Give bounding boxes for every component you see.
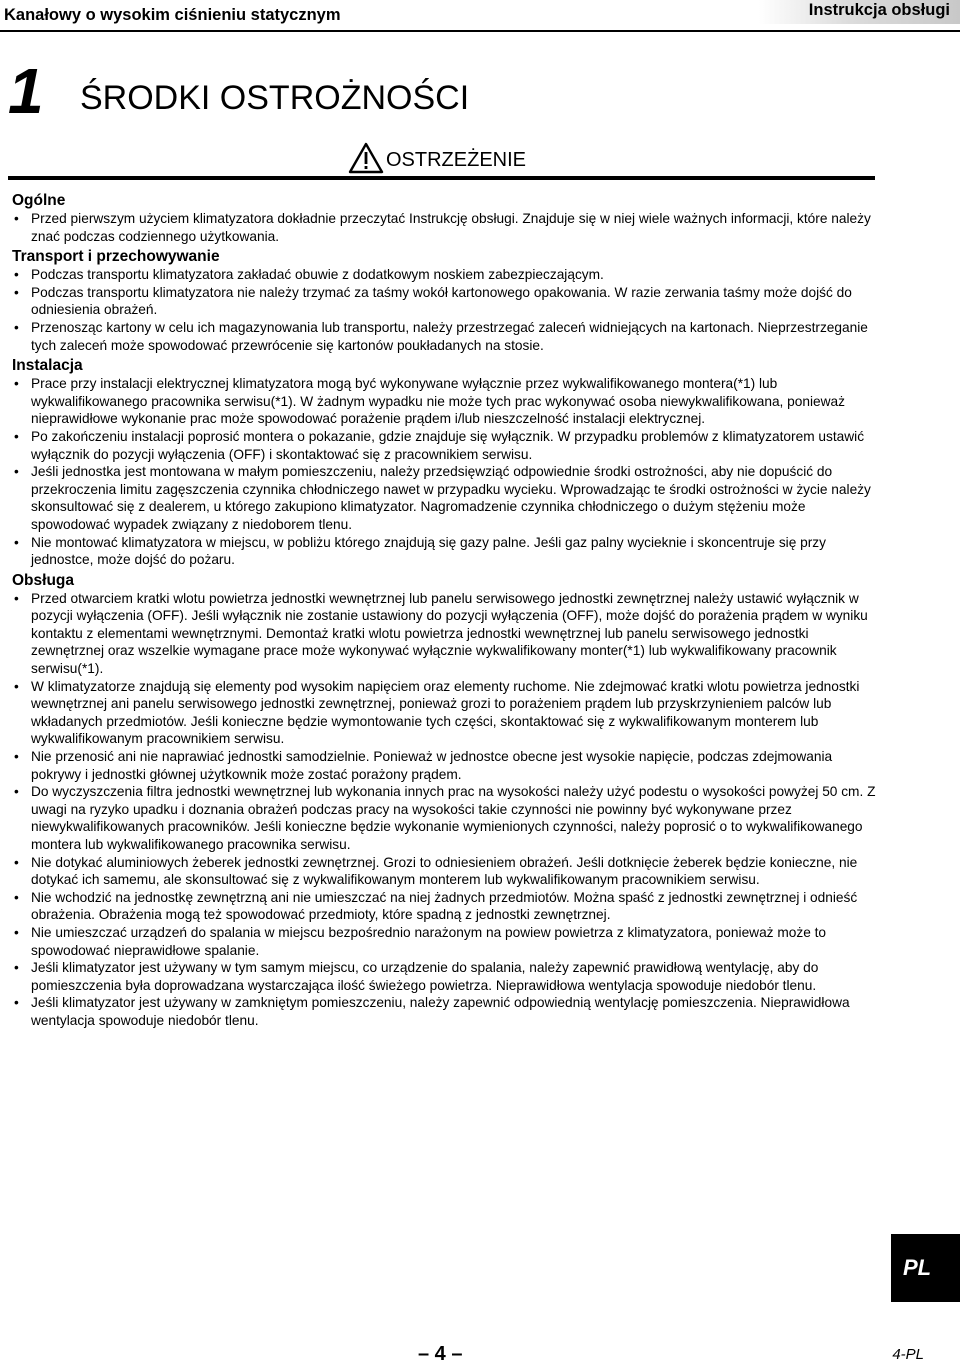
bullet-icon: • [14,678,19,694]
bullet-icon: • [14,376,19,392]
list-item [12,375,878,428]
section-title: Instalacja [12,357,83,375]
warning-heading [348,143,526,177]
list-item [12,994,878,1029]
list-item [12,783,878,853]
list-item-text: Przenosząc kartony w celu ich magazynowania lub transportu, należy przestrzegać zaleceń widniejących na kartonach. Nieprzestrzeganie tych zaleceń może spowodować przewrócenie się kartonów poukładanych na stosie. [31,319,868,353]
list-item [12,889,878,924]
manual-type-label: Instrukcja obsługi [759,0,960,24]
bullet-icon: • [14,428,19,444]
bullet-icon: • [14,995,19,1011]
manual-product-title: Kanałowy o wysokim ciśnieniu statycznym [4,6,341,24]
list-item [12,959,878,994]
chapter-number: 1 [8,55,42,127]
list-item-text: Podczas transportu klimatyzatora nie należy trzymać za taśmy wokół kartonowego opakowania. W razie zerwania taśmy może dojść do odniesienia obrażeń. [31,284,852,318]
header-divider [0,30,960,32]
warning-divider [8,176,875,180]
list-item [12,678,878,748]
list-item-text: Nie montować klimatyzatora w miejscu, w pobliżu którego znajdują się gazy palne. Jeśli gaz palny wycieknie i skoncentruje się przy jednostce, może dojść do pożaru. [31,534,826,568]
list-item-text: Jeśli klimatyzator jest używany w tym samym miejscu, co urządzenie do spalania, należy zapewnić prawidłową wentylację, aby do pomieszczenia była doprowadzana wystarczająca ilość świeżego powietrza. Nieprawidłowa wentylacja spowoduje niedobór tlenu. [31,960,819,993]
section-title: Ogólne [12,192,66,209]
bullet-icon: • [14,534,19,550]
list-item-text: Nie umieszczać urządzeń do spalania w miejscu bezpośrednio narażonym na powiew powietrza z klimatyzatora, ponieważ może to spowodować nieprawidłowe spalanie. [31,924,827,958]
bullet-icon: • [14,464,19,480]
bullet-icon: • [14,784,19,800]
bullet-icon: • [14,211,19,226]
bullet-icon: • [14,267,19,283]
list-item [12,534,878,569]
list-item-text: Jeśli klimatyzator jest używany w zamkniętym pomieszczeniu, należy zapewnić odpowiednią wentylację pomieszczenia. Nieprawidłowa wentylacja spowoduje niedobór tlenu. [31,995,850,1028]
list-item [12,428,878,463]
page-number: – 4 – [418,1343,463,1363]
bullet-icon: • [14,889,19,905]
bullet-list [12,590,878,1030]
bullet-icon: • [14,284,19,300]
list-item-text: Jeśli jednostka jest montowana w małym pomieszczeniu, należy przedsięwziąć odpowiednie środki ostrożności, aby nie dopuścić do przekroczenia limitu zagęszczenia czynnika chłodniczego nawet w przypadku wycieku. Wprowadzając te środki ostrożności w życie należy skonsultować się z dealerem, u którego zakupiono klimatyzator. Nagromadzenie czynnika chłodniczego o dużym stężeniu może spowodować wypadek związany z niedoborem tlenu. [31,464,871,532]
bullet-list [12,266,878,354]
list-item [12,854,878,889]
warning-triangle-icon [348,142,384,179]
bullet-icon: • [14,319,19,335]
language-tab: PL [891,1234,960,1302]
section-title: Transport i przechowywanie [12,248,220,266]
list-item-text: Po zakończeniu instalacji poprosić montera o pokazanie, gdzie znajduje się wyłącznik. W przypadku problemów z klimatyzatorem ustawić wyłącznik do pozycji wyłączenia (OFF) i skontaktować się z pracownikiem serwisu. [31,428,865,462]
precautions-content [12,189,878,1030]
list-item [12,319,878,354]
section-title: Obsługa [12,571,75,589]
list-item-text: Podczas transportu klimatyzatora zakładać obuwie z dodatkowym noskiem zabezpieczającym. [31,267,604,283]
list-item [12,210,878,245]
bullet-list [12,210,878,245]
list-item [12,590,878,678]
list-item [12,463,878,533]
list-item-text: W klimatyzatorze znajdują się elementy pod wysokim napięciem oraz elementy ruchome. Nie zdejmować kratki wlotu powietrza jednostki wewnętrznej ani panelu serwisowego jednostki zewnętrznej, ponieważ grozi to porażeniem prądem lub przyskrzynieniem palców lub wkładanych przedmiotów. Jeśli konieczne będzie wymontowanie tych części, skontaktować się z wykwalifikowanym monterem lub wykwalifikowanym pracownikiem serwisu. [31,678,860,747]
list-item-text: Nie wchodzić na jednostkę zewnętrzną ani nie umieszczać na niej żadnych przedmiotów. Można spaść z jednostki zewnętrznej i odnieść obrażenia. Obrażenia mogą też spowodować przedmioty, które spadną z jednostki zewnętrznej. [31,889,858,923]
chapter-title: ŚRODKI OSTROŻNOŚCI [80,79,470,117]
bullet-icon: • [14,854,19,870]
bullet-icon: • [14,590,19,606]
list-item [12,748,878,783]
list-item [12,266,878,284]
list-item-text: Przed otwarciem kratki wlotu powietrza jednostki wewnętrznej lub panelu serwisowego jednostki zewnętrznej należy ustawić wyłącznik w pozycji wyłączenia (OFF). Jeśli wyłącznik nie zostanie ustawiony do pozycji wyłączenia (OFF), może dojść do porażenia prądem w wyniku kontaktu z elementami wewnętrznymi. Demontaż kratki wlotu powietrza jednostki wewnętrznej lub panelu serwisowego jednostki zewnętrznej oraz wszelkie wymagane prace może wykonywać wyłącznie wykwalifikowany monter(*1) lub wykwalifikowany pracownik serwisu(*1). [31,590,868,677]
bullet-icon: • [14,924,19,940]
list-item [12,924,878,959]
list-item [12,284,878,319]
bullet-list [12,375,878,569]
warning-label: OSTRZEŻENIE [386,148,527,171]
list-item-text: Nie przenosić ani nie naprawiać jednostki samodzielnie. Ponieważ w jednostce obecne jest wysokie napięcie, podczas zdejmowania pokrywy i jednostki głównej użytkownik może zostać porażony prądem. [31,749,833,782]
bullet-icon: • [14,960,19,976]
list-item-text: Nie dotykać aluminiowych żeberek jednostki zewnętrznej. Grozi to odniesieniem obrażeń. Jeśli dotknięcie żeberek będzie konieczne, nie dotykać ich samemu, ale skonsultować się z wykwalifikowanym monterem lub wykwalifikowanym pracownikiem serwisu. [31,854,858,888]
list-item-text: Do wyczyszczenia filtra jednostki wewnętrznej lub wykonania innych prac na wysokości należy użyć podestu o wysokości powyżej 50 cm. Z uwagi na ryzyko upadku i doznania obrażeń podczas pracy na wysokości takie czynności nie powinny być wykonywane przez niewykwalifikowanych pracowników. Jeśli konieczne będzie wykonanie wymienionych czynności, należy poprosić o to wykwalifikowanego montera lub wykwalifikowanego pracownika serwisu. [31,784,876,852]
list-item-text: Przed pierwszym użyciem klimatyzatora dokładnie przeczytać Instrukcję obsługi. Znajduje się w niej wiele ważnych informacji, które należy znać podczas codziennego użytkowania. [31,211,871,244]
page-code: 4-PL [892,1346,924,1363]
page-header [0,0,960,34]
bullet-icon: • [14,749,19,765]
list-item-text: Prace przy instalacji elektrycznej klimatyzatora mogą być wykonywane wyłącznie przez wykwalifikowanego montera(*1) lub wykwalifikowanego pracownika serwisu(*1). W żadnym wypadku nie może tych prac wykonywać osoba niewykwalifikowana, ponieważ nieprawidłowe wykonanie prac może spowodować porażenie prądem i/lub nieszczelność instalacji elektrycznej. [31,376,845,427]
